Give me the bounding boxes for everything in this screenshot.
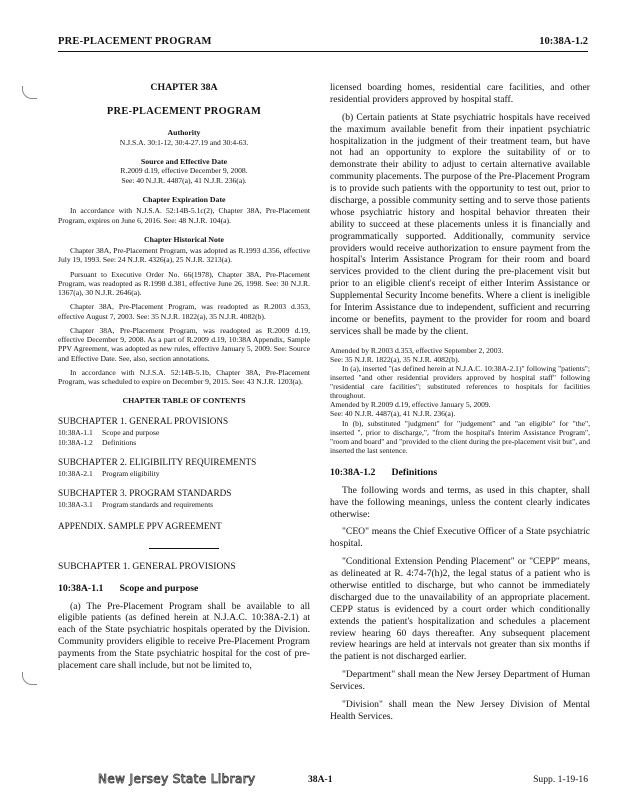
header-chapter-title: PRE-PLACEMENT PROGRAM <box>58 36 212 47</box>
toc-subchapter: SUBCHAPTER 1. GENERAL PROVISIONS <box>58 415 229 426</box>
authority-text: N.J.S.A. 30:1-12, 30:4-27.19 and 30:4-63. <box>119 137 249 147</box>
expiration-heading: Chapter Expiration Date <box>142 194 226 204</box>
history-paragraph: Chapter 38A, Pre-Placement Program, was readopted as R.2009 d.19, effective December 9, 2008. As a part of R.2009 d.19, 10:38A Appendix, Sample PPV Agreement, was adopted as new rules, effective January 5, 2009. See: Source and Effective Date. See, also, section annotations. <box>58 325 310 363</box>
toc-item-title: Scope and purpose <box>102 427 160 437</box>
left-column <box>58 82 310 672</box>
scan-mark-icon <box>22 86 37 99</box>
amendment-note: Amended by R.2009 d.19, effective January 5, 2009. <box>330 400 491 410</box>
section-title: Scope and purpose <box>119 582 199 594</box>
running-header <box>58 36 588 50</box>
toc-item[interactable] <box>58 428 310 437</box>
definition-paragraph: "Division" shall mean the New Jersey Division of Mental Health Services. <box>330 699 590 722</box>
history-paragraph: Chapter 38A, Pre-Placement Program, was adopted as R.1993 d.356, effective July 19, 1993. See: 24 N.J.R. 4326(a), 25 N.J.R. 3213(a). <box>58 246 310 265</box>
expiration-text: In accordance with N.J.S.A. 52:14B-5.1c(2), Chapter 38A, Pre-Placement Program, expires on June 6, 2016. See: 48 N.J.R. 104(a). <box>58 206 310 225</box>
toc-item-title: Program eligibility <box>102 468 160 478</box>
supplement-date: Supp. 1-19-16 <box>533 774 588 785</box>
toc-appendix[interactable]: APPENDIX. SAMPLE PPV AGREEMENT <box>58 521 222 532</box>
amendment-note: See: 40 N.J.R. 4487(a), 41 N.J.R. 236(a). <box>330 409 456 419</box>
history-heading: Chapter Historical Note <box>144 234 224 244</box>
chapter-number: CHAPTER 38A <box>150 82 218 93</box>
header-section-number: 10:38A-1.2 <box>539 36 588 47</box>
section-heading <box>330 467 590 479</box>
body-paragraph: (b) Certain patients at State psychiatric hospitals have received the maximum available benefit from their inpatient psychiatric hospitalization in the judgment of their treatment team, but have not had an opportunity to explore the suitability of or to demonstrate their ability to adjust to certain alternative available community placements. The purpose of the Pre-Placement Program is to provide such patients with the opportunity to test out, prior to discharge, a possible community setting and to serve those patients whose psychiatric history and hospital behavior threaten their ability to succeed at these placements unless it is financially and programmatically supported. Additionally, community service providers would receive authorization to ensure payment from the hospital's Interim Assistance Program for their room and board services provided to the client during the pre-placement visit but prior to an eligible client's receipt of either Interim Assistance or Supplemental Security Income benefits. Where a client is ineligible for Interim Assistance due to independent, sufficient and recurring income or benefits, payment to the provider for room and board services shall be made by the client. <box>330 111 590 337</box>
right-column <box>330 82 590 723</box>
source-heading: Source and Effective Date <box>140 156 228 166</box>
scan-mark-icon <box>22 672 37 685</box>
library-watermark: New Jersey State Library <box>98 772 256 786</box>
toc-item-number: 10:38A-2.1 <box>58 468 93 478</box>
toc-item[interactable] <box>58 469 310 478</box>
amendment-note: Amended by R.2003 d.353, effective September 2, 2003. <box>330 345 504 355</box>
section-heading <box>58 583 310 595</box>
definition-paragraph: "Department" shall mean the New Jersey Department of Human Services. <box>330 669 590 693</box>
body-paragraph: The following words and terms, as used in this chapter, shall have the following meanings, unless the content clearly indicates otherwise: <box>330 484 590 520</box>
toc-item[interactable] <box>58 500 310 509</box>
amendment-note: In (a), inserted "(as defined herein at N.J.A.C. 10:38A-2.1)" following "patients"; inserted "and other residential providers approved by hospital staff" following "residential care facilities"; substituted references to hospitals for facilities throughout. <box>330 363 590 401</box>
section-number: 10:38A-1.2 <box>330 467 376 479</box>
toc-item-number: 10:38A-1.1 <box>58 427 93 437</box>
toc-item[interactable] <box>58 438 310 447</box>
toc-item-title: Program standards and requirements <box>102 500 214 510</box>
authority-heading: Authority <box>167 128 201 138</box>
toc-item-number: 10:38A-1.2 <box>58 437 93 447</box>
toc-item-number: 10:38A-3.1 <box>58 500 93 510</box>
body-paragraph: licensed boarding homes, residential care facilities, and other residential providers approved by hospital staff. <box>330 82 590 105</box>
toc-item-title: Definitions <box>102 437 137 447</box>
chapter-title: PRE-PLACEMENT PROGRAM <box>106 105 262 117</box>
history-paragraph: Chapter 38A, Pre-Placement Program, was readopted as R.2003 d.353, effective August 7, 2003. See: 35 N.J.R. 1822(a), 35 N.J.R. 4082(b). <box>58 302 310 321</box>
header-rule <box>58 51 588 52</box>
amendment-notes <box>330 346 590 455</box>
subchapter-heading: SUBCHAPTER 1. GENERAL PROVISIONS <box>58 561 236 573</box>
definition-paragraph: "CEO" means the Chief Executive Officer of a State psychiatric hospital. <box>330 526 590 550</box>
history-paragraph: In accordance with N.J.S.A. 52:14B-5.1b, Chapter 38A, Pre-Placement Program, was scheduled to expire on December 9, 2015. See: 43 N.J.R. 1203(a). <box>58 367 310 387</box>
definition-paragraph: "Conditional Extension Pending Placement" or "CEPP" means, as delineated at R. 4:74-7(h)2, the legal status of a patient who is otherwise entitled to discharge, but who cannot be immediately discharged due to the unavailability of an appropriate placement. CEPP status is evidenced by a court order which conditionally extends the patient's hospitalization and schedules a placement review hearing 60 days thereafter. Any subsequent placement review hearings are held at intervals not greater than six months if the patient is not discharged earlier. <box>330 556 590 663</box>
history-paragraph: Pursuant to Executive Order No. 66(1978), Chapter 38A, Pre-Placement Program, was readopted as R.1998 d.381, effective June 26, 1998. See: 30 N.J.R. 1367(a), 30 N.J.R. 2646(a). <box>58 269 310 298</box>
amendment-note: In (b), substituted "judgment" for "judgement" and "an eligible" for "the", inserted ", prior to discharge,", "from the hospital's Interim Assistance Program", "room and board" and "provided to the client during the pre-placement visit but", and inserted the last sentence. <box>330 418 590 455</box>
page-number: 38A-1 <box>308 774 333 785</box>
page-footer <box>58 772 588 788</box>
toc-heading: CHAPTER TABLE OF CONTENTS <box>122 396 246 406</box>
amendment-note: See: 35 N.J.R. 1822(a), 35 N.J.R. 4082(b). <box>330 354 460 364</box>
section-title: Definitions <box>391 467 438 479</box>
source-line: See: 40 N.J.R. 4487(a), 41 N.J.R. 236(a). <box>121 175 247 185</box>
section-number: 10:38A-1.1 <box>58 582 104 594</box>
toc-subchapter: SUBCHAPTER 3. PROGRAM STANDARDS <box>58 488 232 499</box>
source-line: R.2009 d.19, effective December 9, 2008. <box>120 166 248 176</box>
body-paragraph: (a) The Pre-Placement Program shall be available to all eligible patients (as defined herein at N.J.A.C. 10:38A-2.1) at each of the State psychiatric hospitals operated by the Division. Community providers eligible to receive Pre-Placement Program payments from the State psychiatric hospital for the cost of pre-placement care shall include, but not be limited to, <box>58 600 310 671</box>
toc-subchapter: SUBCHAPTER 2. ELIGIBILITY REQUIREMENTS <box>58 456 257 467</box>
section-divider <box>149 548 219 549</box>
